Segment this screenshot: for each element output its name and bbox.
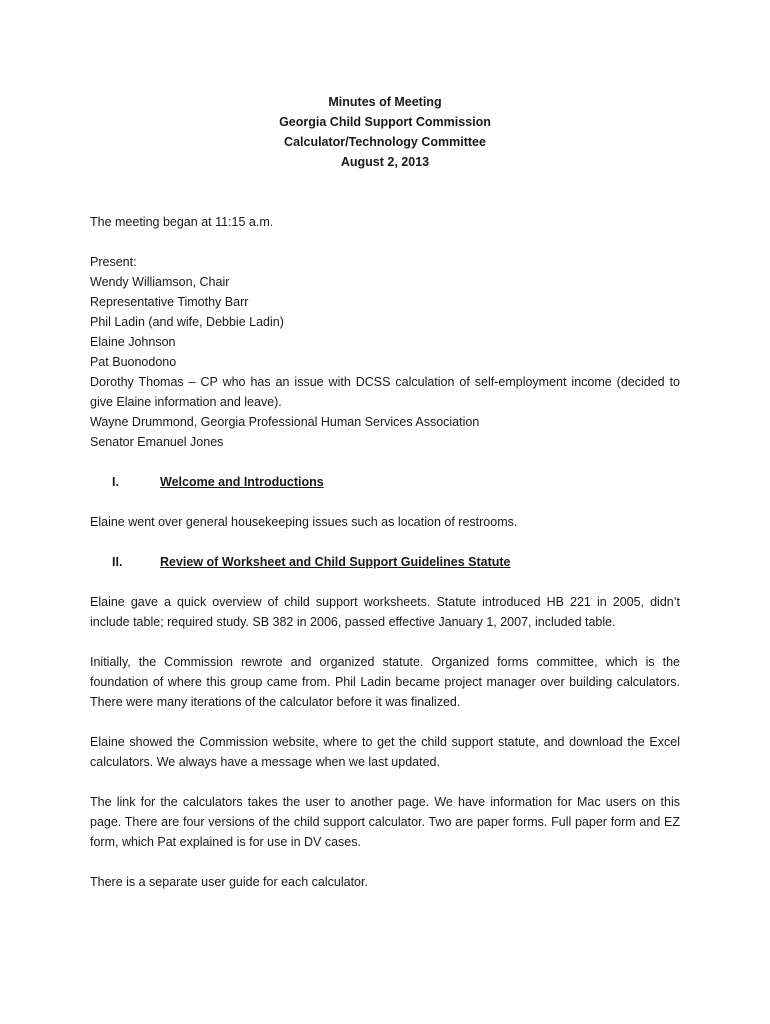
header-title: Minutes of Meeting — [328, 95, 442, 109]
header-date: August 2, 2013 — [340, 155, 430, 169]
section-heading — [90, 472, 680, 492]
header-committee: Calculator/Technology Committee — [284, 135, 486, 149]
section-title: Welcome and Introductions — [160, 475, 324, 489]
present-label: Present: — [90, 255, 137, 269]
attendee: Representative Timothy Barr — [90, 295, 249, 309]
attendee: Elaine Johnson — [90, 335, 176, 349]
attendee: Dorothy Thomas – CP who has an issue with DCSS calculation of self-employment income (decided to give Elaine information and leave). — [90, 375, 680, 409]
section-number: I. — [112, 475, 119, 489]
attendee: Wendy Williamson, Chair — [90, 275, 230, 289]
section-paragraph: Initially, the Commission rewrote and organized statute. Organized forms committee, which is the foundation of where this group came from. Phil Ladin became project manager over building calculators. There were many iterations of the calculator before it was finalized. — [90, 655, 680, 709]
document-body — [90, 212, 680, 892]
section-paragraph: Elaine went over general housekeeping issues such as location of restrooms. — [90, 515, 518, 529]
section-paragraph: There is a separate user guide for each calculator. — [90, 875, 368, 889]
section-paragraph: The link for the calculators takes the user to another page. We have information for Mac users on this page. There are four versions of the child support calculator. Two are paper forms. Full paper form and EZ form, which Pat explained is for use in DV cases. — [90, 795, 680, 849]
section-title: Review of Worksheet and Child Support Guidelines Statute — [160, 555, 511, 569]
attendee: Pat Buonodono — [90, 355, 177, 369]
section-paragraph: Elaine showed the Commission website, where to get the child support statute, and download the Excel calculators. We always have a message when we last updated. — [90, 735, 680, 769]
header-organization: Georgia Child Support Commission — [279, 115, 491, 129]
section-heading — [90, 552, 680, 572]
meeting-start-text: The meeting began at 11:15 a.m. — [90, 215, 274, 229]
section-paragraph: Elaine gave a quick overview of child support worksheets. Statute introduced HB 221 in 2005, didn’t include table; required study. SB 382 in 2006, passed effective January 1, 2007, included table. — [90, 595, 680, 629]
attendee: Senator Emanuel Jones — [90, 435, 224, 449]
present-list — [90, 252, 680, 452]
attendee: Phil Ladin (and wife, Debbie Ladin) — [90, 315, 284, 329]
document-header — [0, 92, 770, 172]
section-number: II. — [112, 555, 123, 569]
attendee: Wayne Drummond, Georgia Professional Human Services Association — [90, 415, 480, 429]
